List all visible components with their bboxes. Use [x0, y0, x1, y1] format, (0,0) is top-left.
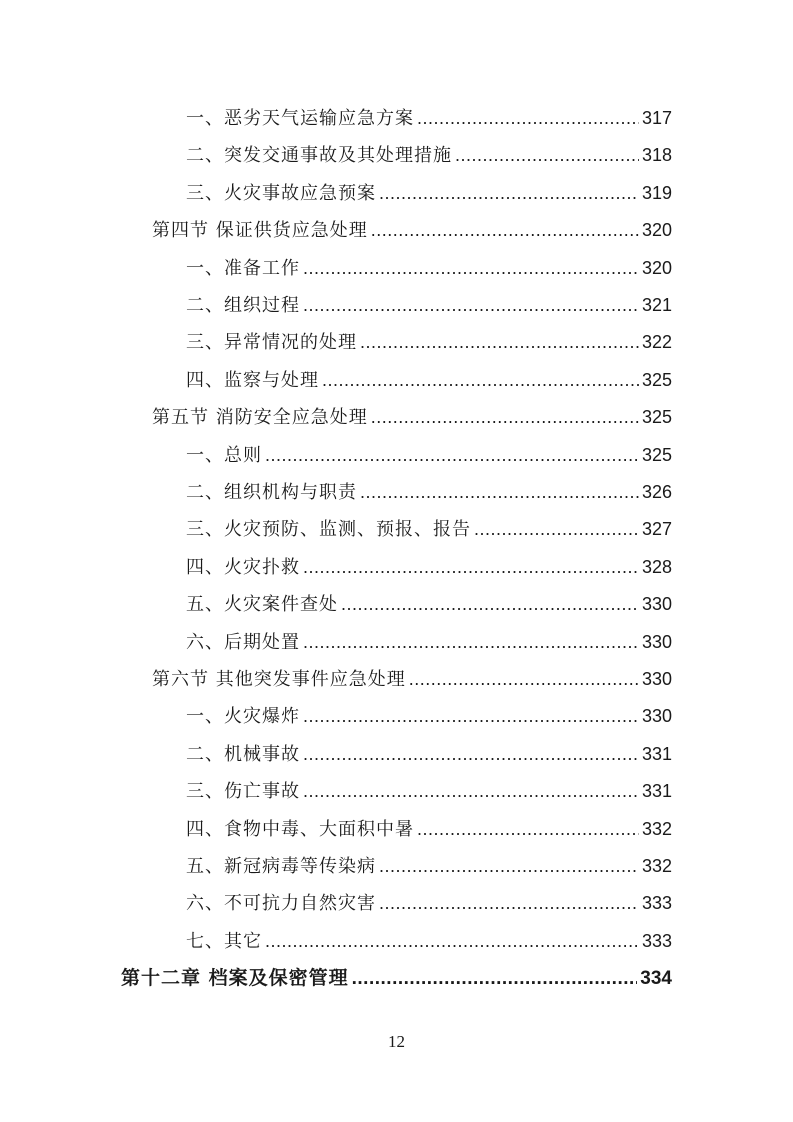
toc-entry-page: 321: [641, 295, 672, 315]
toc-entry-page: 333: [641, 893, 672, 914]
toc-entry-page: 332: [641, 856, 672, 876]
toc-leader-dots: [360, 327, 639, 358]
toc-entry-page: 326: [641, 482, 672, 502]
toc-entry-page: 325: [641, 407, 672, 428]
toc-entry[interactable]: [186, 103, 672, 133]
toc-leader-dots: [303, 739, 639, 770]
toc-entry-page: 330: [641, 706, 672, 727]
toc-entry-title: 第四节 保证供货应急处理: [152, 220, 368, 242]
toc-leader-dots: [474, 514, 639, 545]
toc-entry-page: 325: [641, 369, 672, 390]
toc-entry-title: 四、食物中毒、大面积中暑: [186, 818, 414, 840]
toc-entry[interactable]: [186, 178, 672, 208]
toc-leader-dots: [417, 103, 639, 134]
toc-entry-page: 330: [641, 594, 672, 615]
toc-entry-page: 327: [641, 519, 672, 540]
toc-leader-dots: [379, 888, 639, 919]
toc-leader-dots: [417, 814, 639, 845]
toc-leader-dots: [303, 776, 639, 807]
toc-entry-page: 320: [641, 220, 672, 241]
toc-entry-title: 二、机械事故: [186, 743, 300, 765]
toc-leader-dots: [455, 140, 639, 171]
toc-entry-title: 第五节 消防安全应急处理: [152, 407, 368, 429]
toc-leader-dots: [303, 701, 639, 732]
toc-entry-page: 322: [641, 332, 672, 353]
toc-entry-page: 331: [641, 743, 672, 764]
toc-entry-title: 一、恶劣天气运输应急方案: [186, 108, 414, 129]
toc-entry-title: 五、新冠病毒等传染病: [186, 856, 376, 877]
toc-entry-page: 320: [641, 257, 672, 278]
toc-entry[interactable]: [186, 814, 672, 844]
toc-entry-title: 六、不可抗力自然灾害: [186, 893, 376, 915]
toc-entry-title: 七、其它: [186, 930, 262, 952]
toc-entry[interactable]: [186, 140, 672, 170]
toc-entry[interactable]: [186, 514, 672, 544]
toc-entry-page: 330: [641, 669, 672, 689]
toc-entry-title: 三、异常情况的处理: [186, 332, 357, 354]
toc-leader-dots: [303, 253, 639, 284]
toc-entry[interactable]: [186, 627, 672, 657]
toc-entry[interactable]: [186, 739, 672, 769]
toc-entry-title: 四、火灾扑救: [186, 556, 300, 578]
toc-entry-page: 317: [641, 108, 672, 128]
toc-entry[interactable]: [186, 365, 672, 395]
toc-entry[interactable]: [186, 851, 672, 881]
toc-entry-title: 第六节 其他突发事件应急处理: [152, 669, 406, 690]
toc-leader-dots: [409, 664, 639, 695]
toc-leader-dots: [265, 926, 639, 957]
toc-leader-dots: [303, 552, 639, 583]
page-number: 12: [388, 1032, 405, 1051]
toc-entry[interactable]: [186, 327, 672, 357]
toc-entry[interactable]: [186, 440, 672, 470]
toc-entry[interactable]: [186, 926, 672, 956]
toc-entry[interactable]: [186, 477, 672, 507]
toc-entry[interactable]: [186, 776, 672, 806]
toc-leader-dots: [371, 402, 639, 433]
toc-entry-title: 三、火灾事故应急预案: [186, 182, 376, 204]
toc-entry[interactable]: [186, 552, 672, 582]
toc-entry-page: 330: [641, 631, 672, 652]
toc-entry-title: 一、准备工作: [186, 257, 300, 279]
toc-leader-dots: [265, 440, 639, 471]
toc-entry-title: 一、总则: [186, 444, 262, 466]
toc-entry-title: 二、组织过程: [186, 295, 300, 316]
toc-entry-title: 三、火灾预防、监测、预报、报告: [186, 519, 471, 541]
toc-entry-page: 332: [641, 818, 672, 839]
toc-entry-page: 333: [641, 930, 672, 951]
toc-entry-page: 328: [641, 556, 672, 577]
toc-entry-page: 318: [641, 145, 672, 166]
toc-entry[interactable]: [186, 888, 672, 918]
toc-entry-title: 二、突发交通事故及其处理措施: [186, 145, 452, 167]
toc-entry-title: 五、火灾案件查处: [186, 594, 338, 616]
toc-entry-title: 四、监察与处理: [186, 369, 319, 391]
toc-leader-dots: [360, 477, 639, 508]
toc-entry-title: 二、组织机构与职责: [186, 482, 357, 503]
toc-entry-page: 325: [641, 444, 672, 465]
toc-leader-dots: [303, 290, 639, 321]
toc-entry[interactable]: [152, 215, 672, 245]
toc-leader-dots: [379, 178, 639, 209]
toc-entry-title: 三、伤亡事故: [186, 781, 300, 803]
toc-entry[interactable]: [152, 664, 672, 694]
toc-leader-dots: [352, 963, 638, 994]
toc-entry-title: 第十二章 档案及保密管理: [121, 967, 349, 990]
toc-entry[interactable]: [186, 589, 672, 619]
toc-entry-title: 一、火灾爆炸: [186, 706, 300, 728]
toc-entry[interactable]: [186, 290, 672, 320]
toc-entry-chapter[interactable]: [121, 963, 672, 993]
toc-leader-dots: [379, 851, 639, 882]
toc-entry[interactable]: [186, 701, 672, 731]
toc-entry-page: 334: [640, 968, 672, 990]
toc-leader-dots: [322, 365, 639, 396]
toc-entry-title: 六、后期处置: [186, 631, 300, 653]
toc-entry[interactable]: [152, 402, 672, 432]
toc-leader-dots: [371, 215, 639, 246]
toc-entry[interactable]: [186, 253, 672, 283]
toc-entry-page: 331: [641, 781, 672, 802]
toc-leader-dots: [341, 589, 639, 620]
toc-entry-page: 319: [641, 182, 672, 203]
toc-leader-dots: [303, 627, 639, 658]
